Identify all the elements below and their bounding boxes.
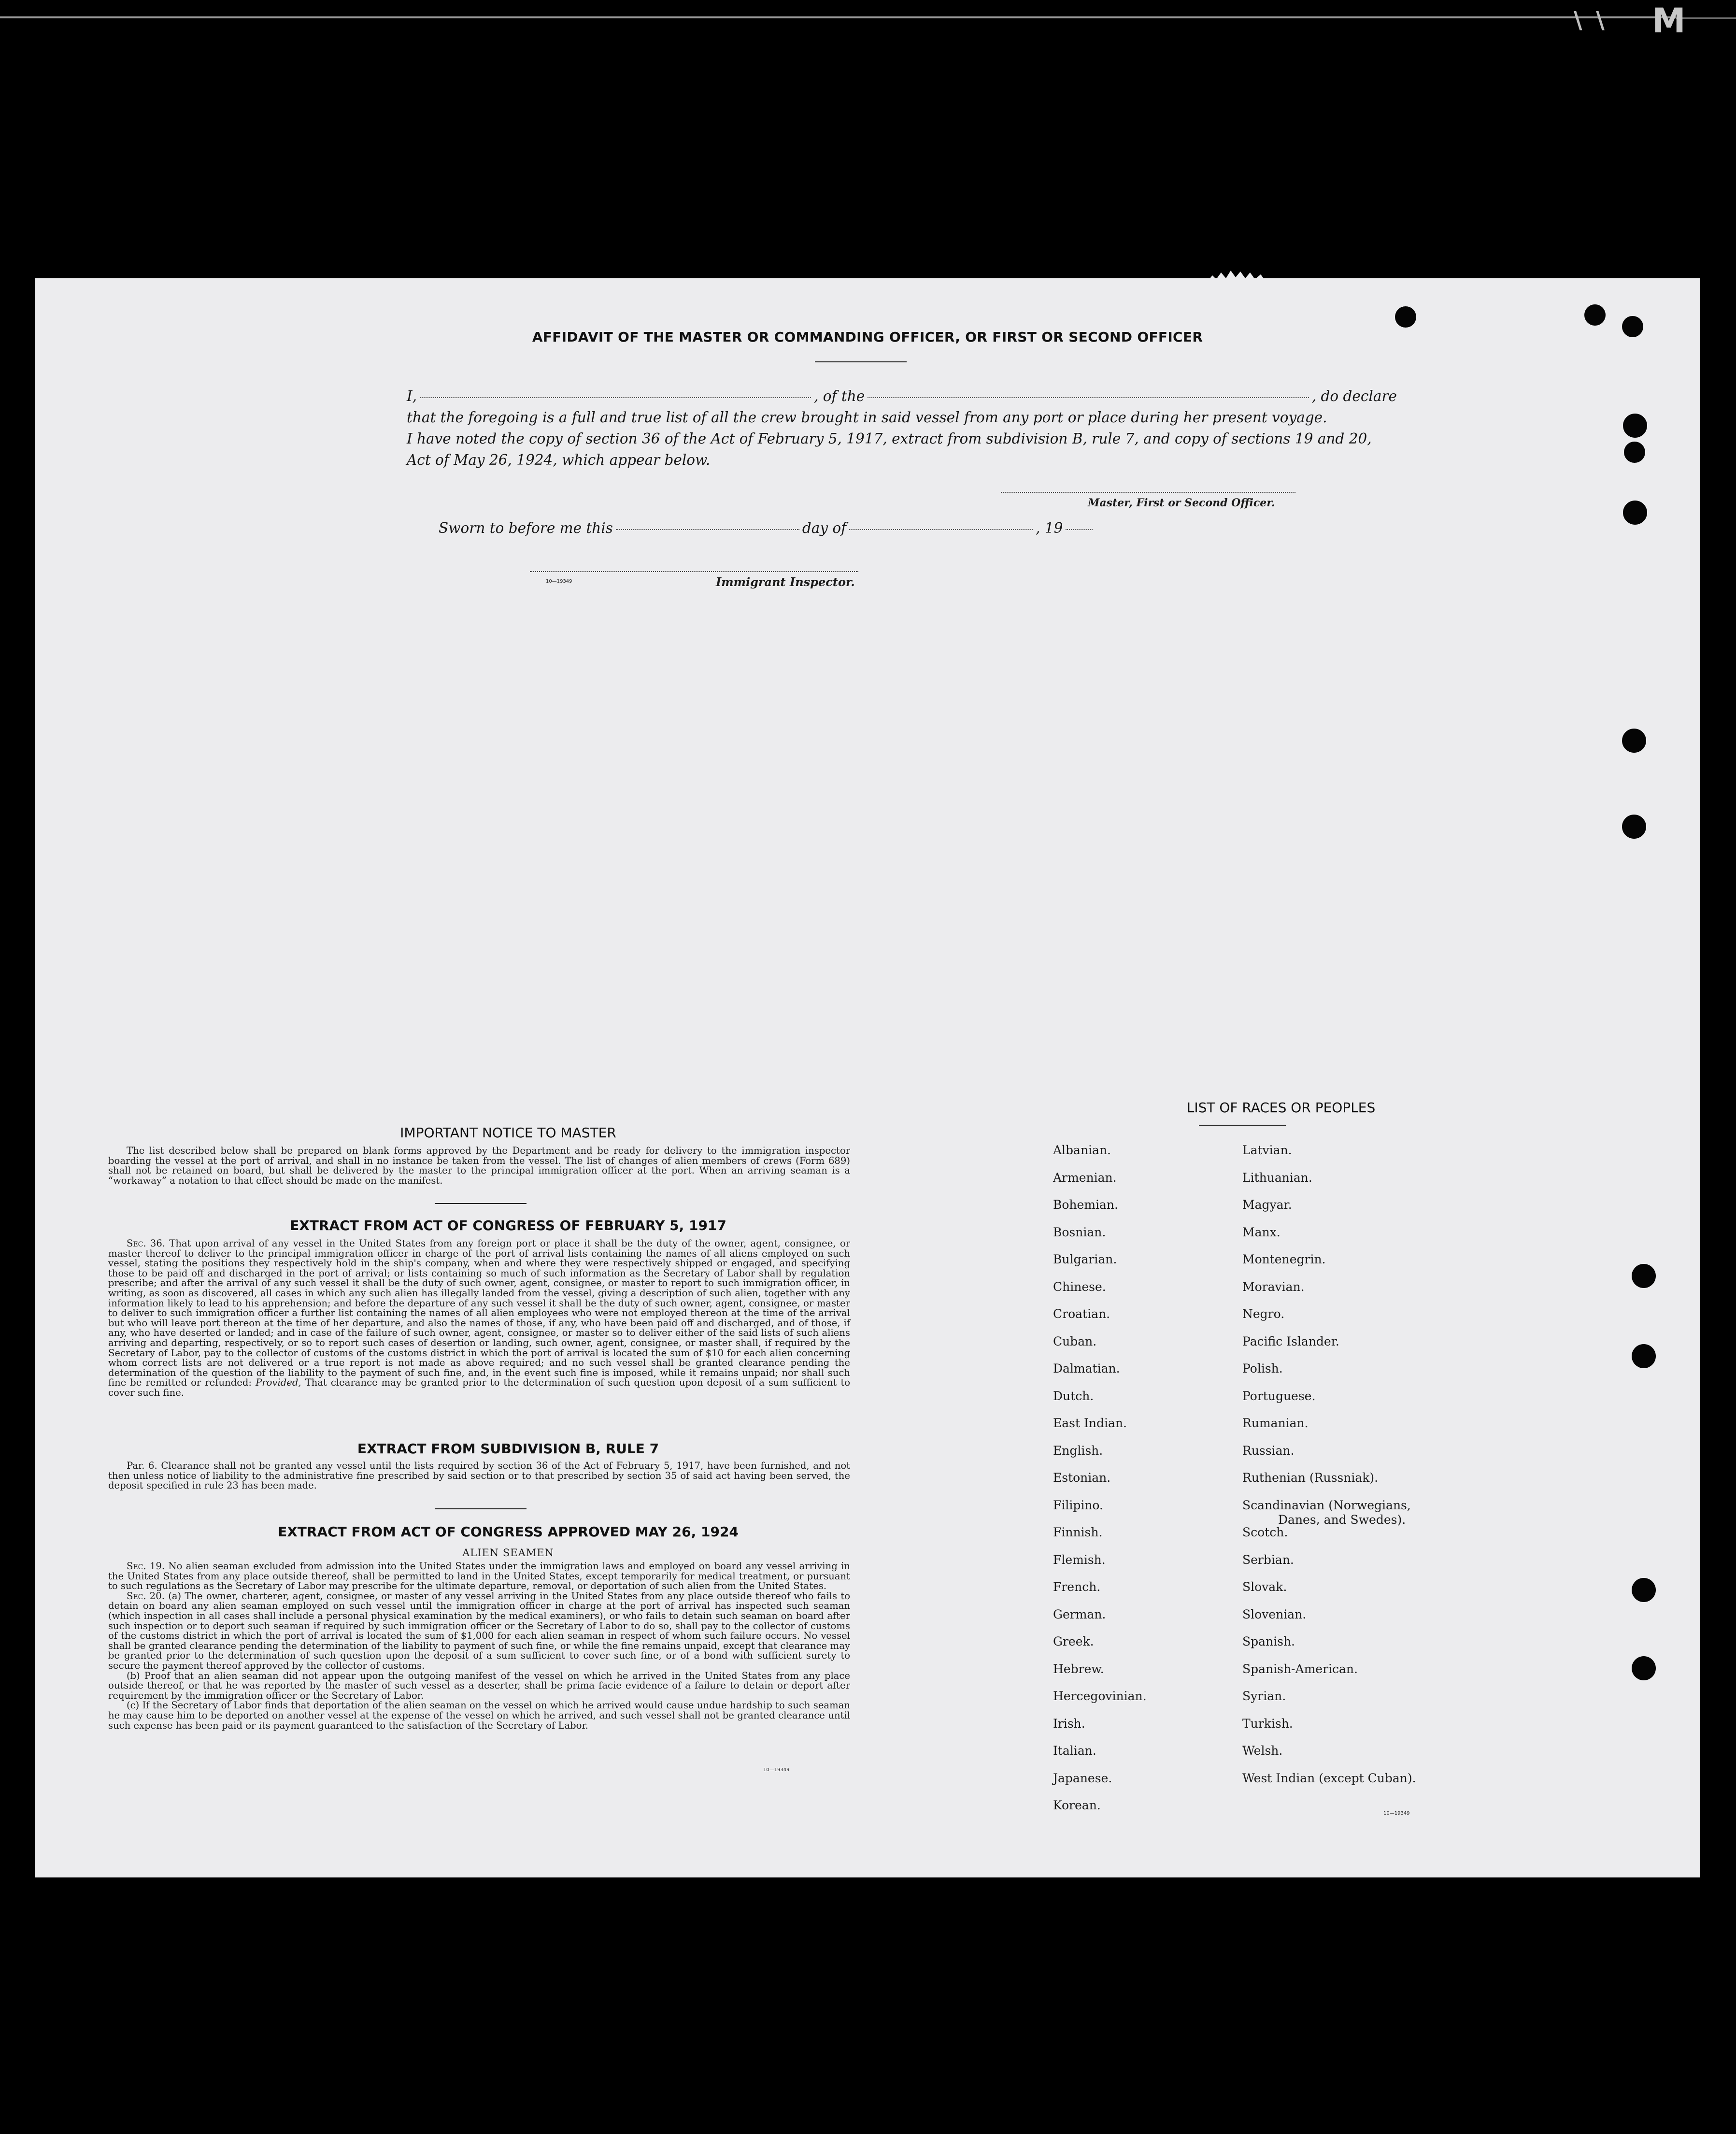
sec-36-text-end: That clearance may be granted prior to the determination of such question upon deposit of a sum sufficient to cover such fine. (108, 1377, 851, 1398)
race-item: Syrian. (1242, 1689, 1286, 1703)
declaration-do-declare: , do declare (1311, 388, 1397, 404)
race-item: Bosnian. (1053, 1225, 1106, 1239)
race-item: Scotch. (1242, 1525, 1288, 1539)
punch-hole (1632, 1344, 1656, 1368)
race-item: Negro. (1242, 1307, 1285, 1321)
race-item: Scandinavian (Norwegians, (1242, 1498, 1411, 1512)
race-item: Chinese. (1053, 1279, 1106, 1294)
race-item: West Indian (except Cuban). (1242, 1771, 1416, 1785)
declaration-i: I, (407, 388, 417, 404)
race-item: Cuban. (1053, 1334, 1097, 1348)
race-item: Japanese. (1053, 1771, 1112, 1785)
punch-hole (1584, 304, 1606, 326)
race-item: Polish. (1242, 1361, 1283, 1375)
sec-20-c-paragraph: (c) If the Secretary of Labor finds that deportation of the alien seaman on the vessel on which he arrived would cause undue hardship to such seaman he may cause him to be deported on another vessel at the expense of the vessel on which he arrived, and such vessel shall not be granted clearance until such expense has been paid or its payment guaranteed to the satisfaction of the Secretary of Labor. (108, 1700, 850, 1731)
sworn-day-of: day of (802, 520, 847, 536)
section-divider (435, 1508, 526, 1509)
extract-1917-text (108, 1239, 850, 1398)
race-item: Irish. (1053, 1716, 1085, 1731)
races-form-number: 10—19349 (1383, 1811, 1410, 1816)
race-item: Spanish. (1242, 1634, 1295, 1648)
declaration-line-1 (407, 386, 1397, 407)
extract-1917-title: EXTRACT FROM ACT OF CONGRESS OF FEBRUARY 5, 1917 (290, 1217, 726, 1233)
race-item: Slovenian. (1242, 1607, 1307, 1621)
race-item: Hercegovinian. (1053, 1689, 1147, 1703)
notice-text (108, 1146, 850, 1186)
race-item: Welsh. (1242, 1744, 1283, 1758)
sworn-line (439, 520, 1096, 536)
race-item: Montenegrin. (1242, 1252, 1326, 1266)
race-item: Filipino. (1053, 1498, 1103, 1512)
race-item: Hebrew. (1053, 1661, 1104, 1676)
race-item: Estonian. (1053, 1471, 1111, 1485)
sworn-day-blank[interactable] (616, 529, 799, 530)
extract-form-number: 10—19349 (763, 1767, 790, 1773)
form-sheet (35, 278, 1700, 1877)
race-item: Manx. (1242, 1225, 1281, 1239)
sec-36-text: That upon arrival of any vessel in the United States from any foreign port or place it shall be the duty of the owner, agent, consignee, or master thereof to deliver to the principal immigration officer in charge of the port of arrival lists containing the names of all aliens employed on such vessel, stating the positions they respectively hold in the ship's company, when and where they were respectively shipped or engaged, and specifying those to be paid off and discharged in the port of arrival; or lists containing so much of such information as the Secretary of Labor shall by regulation prescribe; and after the arrival of any such vessel it shall be the duty of such owner, agent, consignee, or master to report to such immigration officer, in writing, as soon as discovered, all cases in which any such alien has illegally landed from the vessel, giving a description of such alien, together with any information likely to lead to his apprehension; and before the departure of any such vessel it shall be the duty of such owner, agent, consignee, or master to deliver to such immigration officer a further list containing the names of all alien employees who were not employed thereon at the time of the arrival but who will leave port thereon at the time of her departure, and also the names of those, if any, who have been paid off and discharged, and of those, if any, who have deserted or landed; and in case of the failure of such owner, agent, consignee, or master so to deliver either of the said lists of such aliens arriving and departing, respectively, or so to report such cases of desertion or landing, such owner, agent, consignee, or master shall, if required by the Secretary of Labor, pay to the collector of customs of the customs district in which the port of arrival is located the sum of $10 for each alien concerning whom correct lists are not delivered or a true report is not made as above required; and no such vessel shall be granted clearance pending the determination of the question of the liability to the payment of such fine, and, in the event such fine is imposed, while it remains unpaid; nor shall such fine be remitted or refunded: (108, 1238, 850, 1389)
race-item: Flemish. (1053, 1552, 1106, 1567)
race-item: Turkish. (1242, 1716, 1293, 1731)
scan-corner-mark: M (1652, 1, 1686, 41)
punch-hole (1632, 1578, 1656, 1602)
declaration-line-4: Act of May 26, 1924, which appear below. (407, 452, 711, 468)
extract-rule7-text (108, 1461, 850, 1491)
race-item: Slovak. (1242, 1580, 1287, 1594)
provided-label: Provided, (256, 1377, 301, 1389)
sec-36-label: Sec. 36. (127, 1238, 166, 1249)
race-item: Greek. (1053, 1634, 1094, 1648)
scan-top-line (0, 16, 1676, 18)
section-divider (435, 1203, 526, 1204)
race-item: Pacific Islander. (1242, 1334, 1339, 1348)
master-signature-line[interactable] (1001, 492, 1295, 493)
race-item: Magyar. (1242, 1198, 1292, 1212)
race-item: Russian. (1242, 1443, 1295, 1458)
sec-20-text: (a) The owner, charterer, agent, consignee, or master of any vessel arriving in the United States from any place outside thereof who fails to detain on board any alien seaman employed on such vessel until the immigration officer in charge at the port of arrival has inspected such seaman (which inspection in all cases shall include a personal physical examination by the medical examiners), or who fails to detain such seaman on board after such inspection or to deport such seaman if required by such immigration officer or the Secretary of Labor to do so, shall pay to the collector of customs of the customs district in which the port of arrival is located the sum of $1,000 for each alien seaman in respect of whom such failure occurs. No vessel shall be granted clearance pending the determination of the liability to payment of such fine, or while the fine remains unpaid, except that clearance may be granted prior to the determination of such question upon the deposit of a sum sufficient to cover such fine, or of a bond with sufficient surety to secure the payment thereof approved by the collector of customs. (108, 1590, 850, 1671)
race-item: Latvian. (1242, 1143, 1292, 1157)
notice-title: IMPORTANT NOTICE TO MASTER (400, 1125, 616, 1141)
sworn-text: Sworn to before me this (439, 520, 613, 536)
races-title: LIST OF RACES OR PEOPLES (1186, 1100, 1376, 1116)
name-blank[interactable] (420, 397, 811, 398)
race-item: Croatian. (1053, 1307, 1110, 1321)
sec-19-paragraph (108, 1561, 850, 1591)
race-item: Italian. (1053, 1744, 1096, 1758)
punch-hole (1623, 501, 1647, 525)
race-item: Finnish. (1053, 1525, 1103, 1539)
declaration-of-the: , of the (814, 388, 865, 404)
sworn-month-blank[interactable] (849, 529, 1033, 530)
extract-1924-title: EXTRACT FROM ACT OF CONGRESS APPROVED MAY 26, 1924 (278, 1524, 739, 1540)
inspector-signature-line[interactable] (530, 571, 858, 572)
extract-1924-text (108, 1561, 850, 1731)
race-item: Portuguese. (1242, 1389, 1316, 1403)
race-item: Bohemian. (1053, 1198, 1118, 1212)
race-item: Danes, and Swedes). (1278, 1512, 1406, 1527)
punch-hole (1624, 442, 1645, 463)
race-item: Lithuanian. (1242, 1170, 1312, 1185)
punch-hole (1632, 1656, 1656, 1680)
race-item: Albanian. (1053, 1143, 1111, 1157)
race-item: Armenian. (1053, 1170, 1117, 1185)
sec-20-b-paragraph: (b) Proof that an alien seaman did not appear upon the outgoing manifest of the vessel on which he arrived in the United States from any place outside thereof, or that he was reported by the master of such vessel as a deserter, shall be prima facie evidence of a failure to detain or deport after requirement by the immigration officer or the Secretary of Labor. (108, 1670, 850, 1701)
punch-hole (1623, 414, 1647, 438)
affidavit-declaration (407, 386, 1397, 471)
sec-19-text: No alien seaman excluded from admission into the United States under the immigration laws and employed on board any vessel arriving in the United States from any place outside thereof, shall be permitted to land in the United States, except temporarily for medical treatment, or pursuant to such regulations as the Secretary of Labor may prescribe for the ultimate departure, removal, or deportation of such alien from the United States. (108, 1561, 850, 1592)
race-item: German. (1053, 1607, 1106, 1621)
affidavit-title-rule (815, 361, 907, 362)
race-item: Dutch. (1053, 1389, 1094, 1403)
race-item: Korean. (1053, 1798, 1101, 1812)
notice-paragraph: The list described below shall be prepared on blank forms approved by the Department and be ready for delivery to the immigration inspector boarding the vessel at the port of arrival, and shall in no instance be taken from the vessel. The list of changes of alien members of crews (Form 689) shall not be retained on board, but shall be delivered by the master to the principal immigration officer at the port. When an arriving seaman is a “workaway” a notation to that effect should be made on the manifest. (108, 1145, 850, 1186)
race-item: Dalmatian. (1053, 1361, 1120, 1375)
race-item: Spanish-American. (1242, 1661, 1358, 1676)
sworn-year-prefix: , 19 (1036, 520, 1063, 536)
race-item: Ruthenian (Russniak). (1242, 1471, 1379, 1485)
sec-20-paragraph (108, 1591, 850, 1671)
inspector-caption: Immigrant Inspector. (716, 575, 855, 589)
master-signature-caption: Master, First or Second Officer. (1088, 497, 1275, 509)
races-title-rule (1199, 1125, 1286, 1126)
race-item: Bulgarian. (1053, 1252, 1117, 1266)
race-item: Moravian. (1242, 1279, 1305, 1294)
punch-hole (1632, 1264, 1656, 1288)
declaration-line-3: I have noted the copy of section 36 of the Act of February 5, 1917, extract from subdivision B, rule 7, and copy of sections 19 and 20, (407, 430, 1372, 447)
punch-hole (1622, 815, 1646, 839)
extract-1917-paragraph (108, 1239, 850, 1398)
vessel-blank[interactable] (868, 397, 1309, 398)
alien-seamen-subtitle: ALIEN SEAMEN (462, 1547, 554, 1559)
sec-20-label: Sec. 20. (127, 1590, 165, 1602)
sec-19-label: Sec. 19. (127, 1561, 165, 1572)
race-item: East Indian. (1053, 1416, 1127, 1430)
scan-corner-ticks: \ \ (1574, 7, 1608, 34)
punch-hole (1622, 729, 1646, 753)
declaration-line-2: that the foregoing is a full and true list of all the crew brought in said vessel from any port or place during her present voyage. (407, 409, 1327, 426)
sworn-year-blank[interactable] (1066, 529, 1093, 530)
extract-rule7-paragraph: Par. 6. Clearance shall not be granted any vessel until the lists required by section 36 of the Act of February 5, 1917, have been furnished, and not then unless notice of liability to the administrative fine prescribed by said section or to that prescribed by section 35 of said act having been served, the deposit specified in rule 23 has been made. (108, 1460, 850, 1491)
affidavit-title: AFFIDAVIT OF THE MASTER OR COMMANDING OFFICER, OR FIRST OR SECOND OFFICER (532, 329, 1203, 345)
race-item: Serbian. (1242, 1552, 1294, 1567)
extract-rule7-title: EXTRACT FROM SUBDIVISION B, RULE 7 (357, 1441, 659, 1457)
race-item: Rumanian. (1242, 1416, 1309, 1430)
race-item: English. (1053, 1443, 1103, 1458)
affidavit-form-number: 10—19349 (546, 579, 572, 584)
race-item: French. (1053, 1580, 1101, 1594)
punch-hole (1395, 306, 1416, 328)
